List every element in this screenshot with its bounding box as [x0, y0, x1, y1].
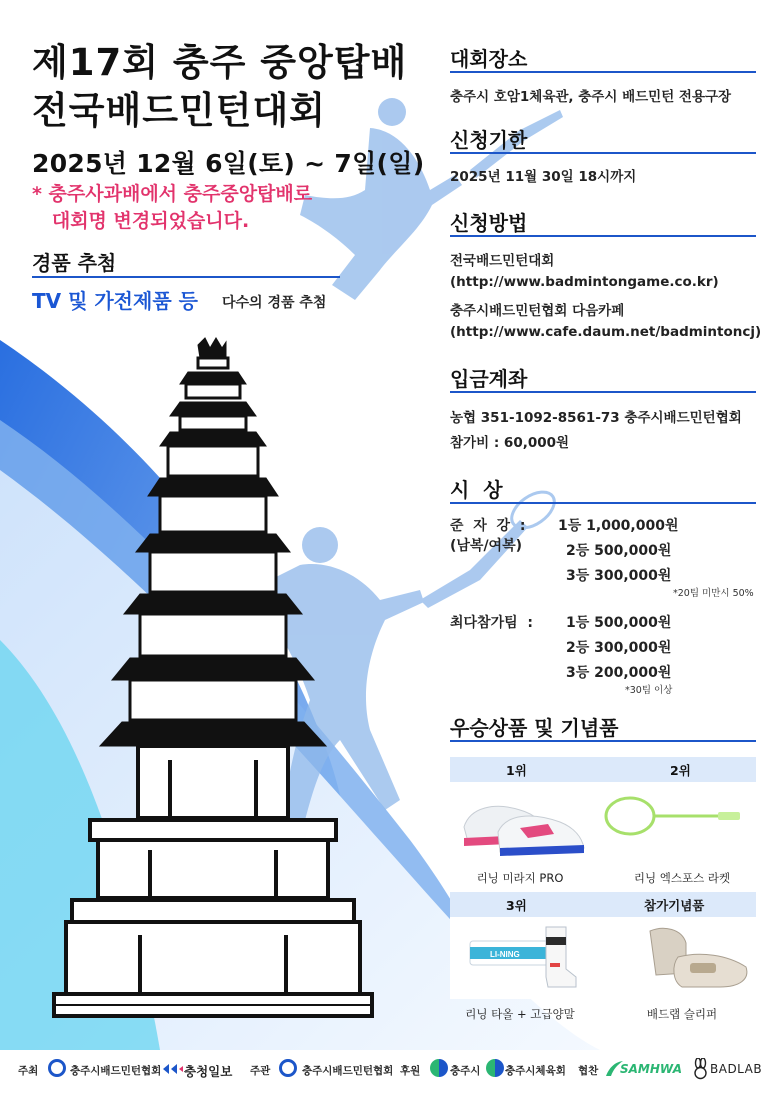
award-group2-note: *30팀 이상	[625, 685, 673, 696]
association-logo-icon	[279, 1059, 297, 1077]
prize-draw-heading: 경품 추첨	[32, 251, 117, 275]
poster-title-line1: 제17회 충주 중앙탑배	[32, 41, 408, 84]
award-group1-second: 2등 500,000원	[566, 543, 672, 559]
award-group2-first: 1등 500,000원	[566, 615, 672, 631]
goods-row2-head	[450, 892, 756, 917]
goods-label-souvenir: 배드랩 슬리퍼	[646, 1007, 718, 1021]
method-divider	[450, 235, 756, 237]
support2: BADLAB	[710, 1062, 763, 1076]
method-heading: 신청방법	[450, 211, 528, 235]
goods-label-2: 리닝 엑스포스 라켓	[633, 871, 731, 885]
sports-council-logo-icon	[486, 1059, 504, 1077]
award-group1-label: 준 자 강 :	[450, 518, 526, 534]
badlab-rabbit-icon	[692, 1058, 708, 1080]
awards-heading: 시 상	[450, 478, 503, 502]
goods-divider	[450, 740, 756, 742]
venue-text: 충주시 호암1체육관, 충주시 배드민턴 전용구장	[450, 89, 732, 105]
host-label: 주최	[18, 1065, 39, 1077]
award-group1-third: 3등 300,000원	[566, 568, 672, 584]
goods-row2-art	[450, 917, 756, 999]
host-org2: 충청일보	[184, 1064, 233, 1079]
towel-brand-text: LI-NING	[490, 950, 520, 959]
account-number: 농협 351-1092-8561-73 충주시배드민턴협회	[450, 410, 742, 426]
goods-rank-3: 3위	[506, 897, 527, 913]
poster-title-line2: 전국배드민턴대회	[32, 89, 326, 132]
award-group2-second: 2등 300,000원	[566, 640, 672, 656]
goods-row2-images	[450, 917, 756, 999]
award-group2-third: 3등 200,000원	[566, 665, 672, 681]
slipper-image	[650, 928, 747, 987]
organizer-org: 충주시배드민턴협회	[302, 1065, 394, 1077]
goods-label-3: 리닝 타올 + 고급양말	[465, 1007, 575, 1021]
sponsor-label: 후원	[400, 1065, 421, 1077]
goods-rank-1: 1위	[506, 762, 527, 778]
name-change-notice: * 충주사과배에서 충주중앙탑배로 대회명 변경되었습니다.	[32, 183, 313, 232]
method-link[interactable]: (http://www.cafe.daum.net/badmintoncj)	[450, 324, 762, 340]
venue-heading: 대회장소	[450, 47, 528, 71]
association-logo-icon	[48, 1059, 66, 1077]
account-heading: 입금계좌	[450, 367, 528, 391]
method-link[interactable]: (http://www.badmintongame.co.kr)	[450, 274, 719, 290]
footer-credits	[0, 1058, 780, 1082]
prize-draw-divider	[32, 276, 340, 278]
support1: SAMHWA	[620, 1062, 683, 1076]
venue-divider	[450, 71, 756, 73]
award-group1-note: *20팀 미만시 50%	[673, 588, 754, 599]
goods-heading: 우승상품 및 기념품	[450, 716, 619, 740]
host-org: 충주시배드민턴협회	[70, 1065, 162, 1077]
racket-image	[606, 798, 740, 834]
goods-label-1: 리닝 미라지 PRO	[476, 871, 564, 885]
method-line: 전국배드민턴대회	[450, 253, 555, 269]
shoes-image	[464, 806, 584, 856]
award-group1-first: 1등 1,000,000원	[558, 518, 679, 534]
deadline-divider	[450, 152, 756, 154]
method-line: 충주시배드민턴협회 다음카페	[450, 303, 625, 319]
deadline-text: 2025년 11월 30일 18시까지	[450, 169, 637, 185]
prize-draw-sub: 다수의 경품 추첨	[222, 295, 327, 311]
goods-rank-2: 2위	[670, 762, 691, 778]
sponsor2: 충주시체육회	[505, 1065, 566, 1077]
account-divider	[450, 391, 756, 393]
prize-draw-lead: TV 및 가전제품 등	[32, 289, 198, 313]
towel-image	[470, 927, 576, 987]
deadline-heading: 신청기한	[450, 128, 528, 152]
sponsor1: 충주시	[450, 1065, 481, 1077]
newspaper-logo-icon	[161, 1062, 183, 1076]
support-label: 협찬	[578, 1065, 599, 1077]
entry-fee: 참가비 : 60,000원	[450, 435, 570, 451]
organizer-label: 주관	[250, 1065, 271, 1077]
goods-row1-art	[450, 782, 756, 862]
event-date: 2025년 12월 6일(토) ~ 7일(일)	[32, 149, 425, 178]
award-group1-sub: (남복/여복)	[450, 538, 523, 554]
awards-divider	[450, 502, 756, 504]
city-logo-icon	[430, 1059, 448, 1077]
goods-rank-souvenir: 참가기념품	[644, 897, 705, 913]
goods-row1-head	[450, 757, 756, 782]
award-group2-label: 최다참가팀 :	[450, 615, 533, 631]
goods-row1-images	[450, 782, 756, 862]
